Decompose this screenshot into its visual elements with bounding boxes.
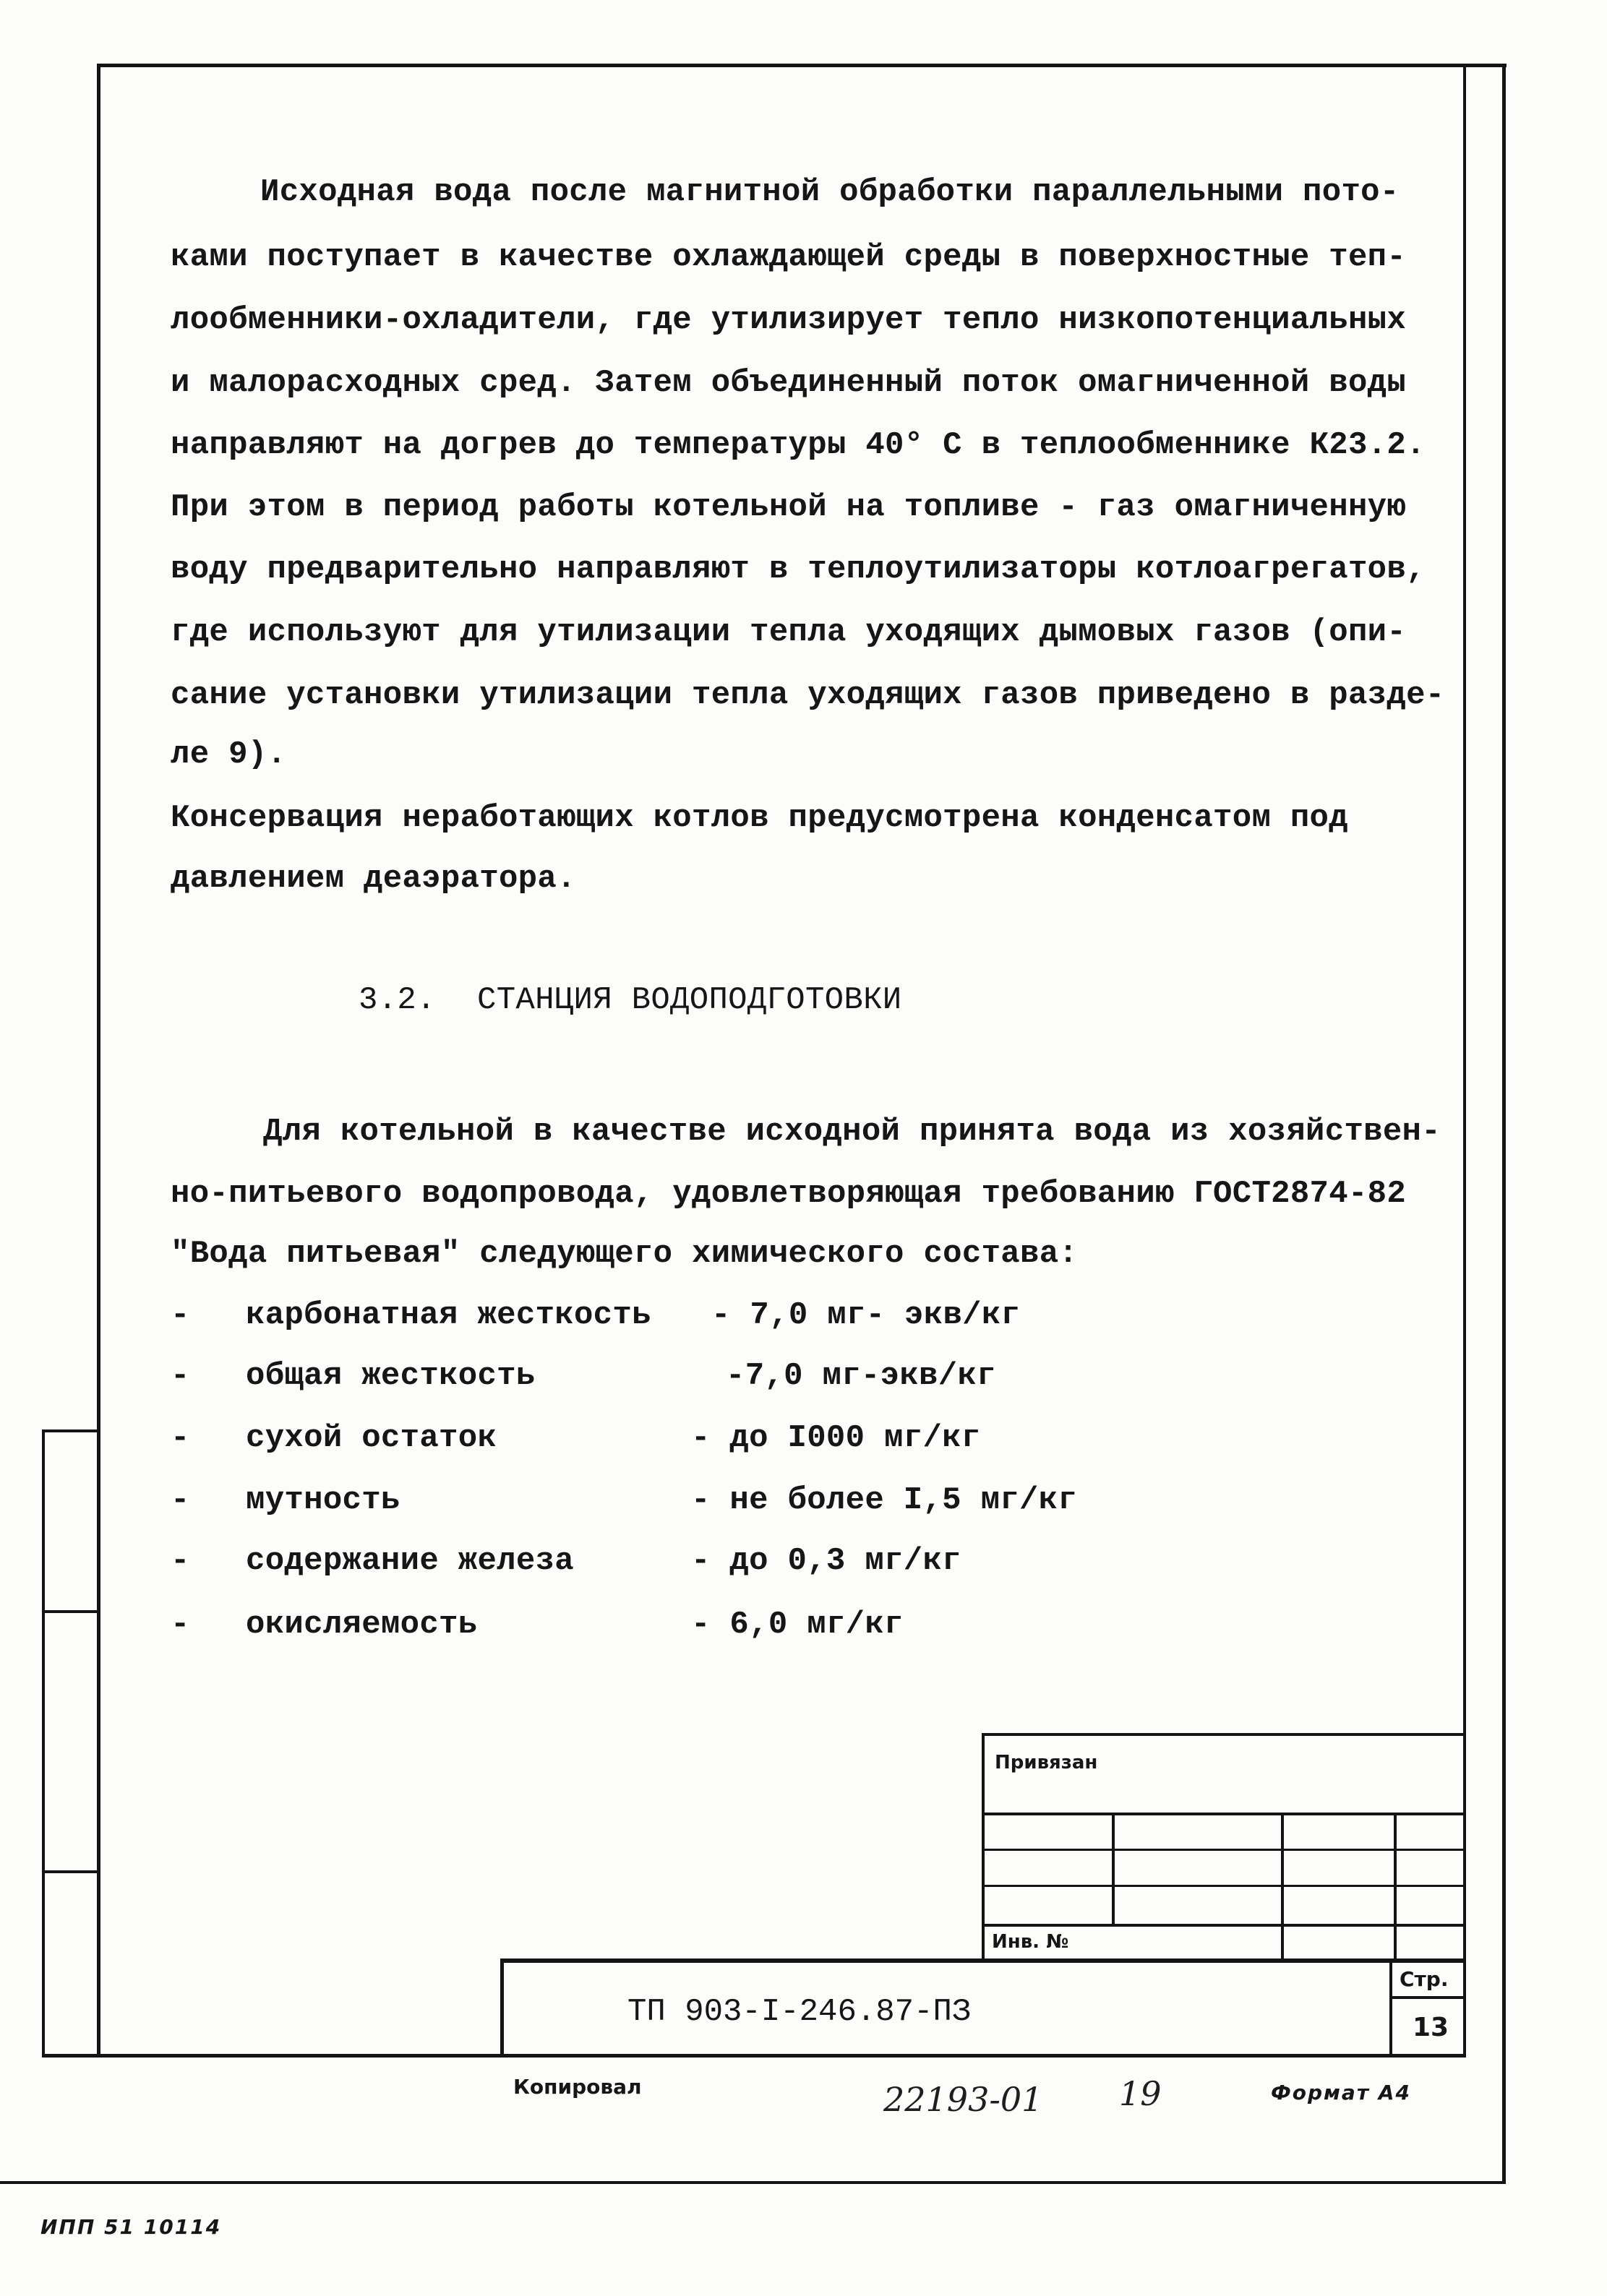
- binding-box-row: [982, 1849, 1465, 1851]
- source-water-paragraph-line: Для котельной в качестве исходной принята вода из хозяйствен-: [263, 1114, 1441, 1150]
- binding-label: Привязан: [995, 1752, 1098, 1773]
- intro-paragraph-line: При этом в период работы котельной на топливе - газ омагниченную: [171, 489, 1407, 525]
- composition-name: содержание железа: [246, 1543, 574, 1579]
- binding-box-column: [1281, 1813, 1284, 1961]
- page-number: 13: [1413, 2013, 1449, 2042]
- composition-name: карбонатная жесткость: [246, 1297, 651, 1333]
- binding-box-left: [982, 1733, 985, 1961]
- composition-name: сухой остаток: [246, 1420, 497, 1456]
- stamp-left-border: [500, 1959, 504, 2057]
- inventory-number-label: Инв. №: [992, 1931, 1069, 1953]
- composition-name: мутность: [246, 1482, 400, 1518]
- list-marker: -: [171, 1607, 190, 1643]
- frame-outer-bottom-border: [0, 2181, 1506, 2184]
- document-code: ТП 903-I-246.87-ПЗ: [627, 1994, 972, 2030]
- intro-paragraph-line: Исходная вода после магнитной обработки параллельными пото-: [260, 174, 1400, 210]
- list-marker: -: [171, 1297, 190, 1333]
- list-marker: -: [171, 1482, 190, 1518]
- composition-value: - 7,0 мг- экв/кг: [711, 1297, 1021, 1333]
- frame-left-border: [97, 64, 100, 2057]
- print-code: ИПП 51 10114: [40, 2215, 222, 2239]
- source-water-paragraph-line: "Вода питьевая" следующего химического состава:: [171, 1236, 1079, 1272]
- binding-box-row: [982, 1813, 1465, 1815]
- list-marker: -: [171, 1543, 190, 1579]
- binding-box-column: [1394, 1813, 1397, 1961]
- intro-paragraph-line: лообменники-охладители, где утилизирует тепло низкопотенциальных: [171, 302, 1407, 338]
- binding-box-top: [982, 1733, 1465, 1736]
- composition-value: - до I000 мг/кг: [691, 1420, 981, 1456]
- composition-value: -7,0 мг-экв/кг: [726, 1358, 996, 1394]
- page-label: Стр.: [1400, 1967, 1449, 1991]
- left-strip-divider: [42, 1429, 100, 1432]
- handwritten-number: 19: [1119, 2074, 1162, 2113]
- composition-name: общая жесткость: [246, 1358, 536, 1394]
- section-number: 3.2.: [359, 982, 436, 1018]
- stamp-top-border: [500, 1959, 1466, 1963]
- intro-paragraph-line: воду предварительно направляют в теплоутилизаторы котлоагрегатов,: [171, 551, 1426, 588]
- left-strip-vertical: [42, 1429, 45, 2057]
- intro-paragraph-line: ле 9).: [171, 736, 287, 773]
- list-marker: -: [171, 1358, 190, 1394]
- intro-paragraph-line: ками поступает в качестве охлаждающей среды в поверхностные теп-: [171, 239, 1407, 275]
- composition-value: - не более I,5 мг/кг: [691, 1482, 1078, 1518]
- frame-inner-bottom-border: [42, 2054, 1466, 2058]
- stamp-page-column: [1389, 1959, 1392, 2057]
- intro-paragraph-line: где используют для утилизации тепла уходящих дымовых газов (опи-: [171, 614, 1407, 650]
- intro-paragraph-line: направляют на догрев до температуры 40° С в теплообменнике К23.2.: [171, 427, 1426, 463]
- frame-inner-right-border: [1463, 64, 1466, 2057]
- format-label: Формат А4: [1271, 2081, 1411, 2104]
- conservation-paragraph-line: давлением деаэратора.: [171, 861, 576, 897]
- composition-name: окисляемость: [246, 1607, 478, 1643]
- left-strip-divider: [42, 1870, 100, 1873]
- copied-by-label: Копировал: [513, 2075, 642, 2099]
- frame-outer-right-border: [1502, 64, 1506, 2184]
- stamp-page-divider: [1389, 1996, 1466, 1999]
- order-number: 22193-01: [883, 2080, 1043, 2119]
- composition-value: - до 0,3 мг/кг: [691, 1543, 961, 1579]
- source-water-paragraph-line: но-питьевого водопровода, удовлетворяющая требованию ГОСТ2874-82: [171, 1176, 1407, 1212]
- section-title: СТАНЦИЯ ВОДОПОДГОТОВКИ: [477, 982, 902, 1018]
- conservation-paragraph-line: Консервация неработающих котлов предусмотрена конденсатом под: [171, 800, 1348, 836]
- binding-box-row: [982, 1885, 1465, 1887]
- intro-paragraph-line: и малорасходных сред. Затем объединенный поток омагниченной воды: [171, 365, 1407, 401]
- list-marker: -: [171, 1420, 190, 1456]
- left-strip-divider: [42, 1610, 100, 1613]
- composition-value: - 6,0 мг/кг: [691, 1607, 904, 1643]
- binding-box-column: [1112, 1813, 1115, 1925]
- intro-paragraph-line: сание установки утилизации тепла уходящих газов приведено в разде-: [171, 677, 1445, 713]
- binding-box-row: [982, 1924, 1465, 1927]
- frame-top-border: [98, 64, 1507, 67]
